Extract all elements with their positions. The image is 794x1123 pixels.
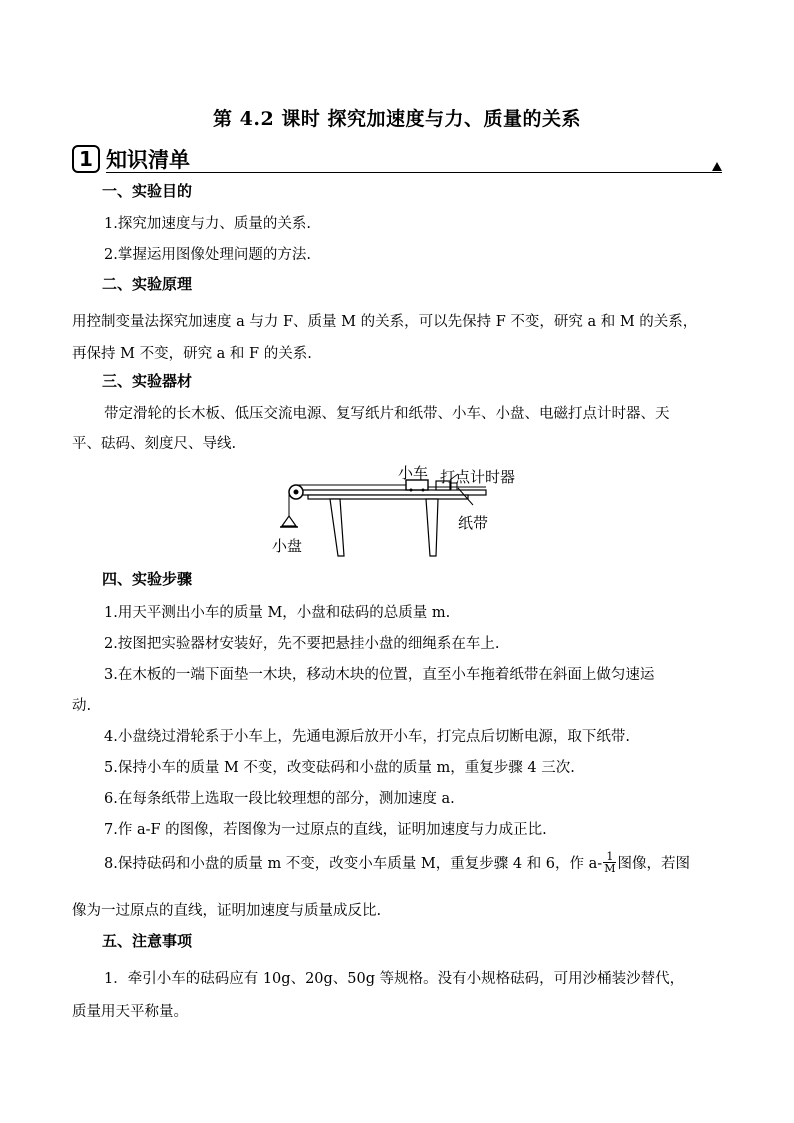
note-line: 1．牵引小车的砝码应有 10g、20g、50g 等规格。没有小规格砝码，可用沙桶装沙替代， xyxy=(104,971,685,987)
note-line: 质量用天平称量。 xyxy=(72,1004,188,1020)
banner-rule xyxy=(106,172,722,173)
tape-label: 纸带 xyxy=(458,514,489,532)
step-line: 像为一过原点的直线，证明加速度与质量成反比. xyxy=(72,903,382,919)
section-heading-principle: 二、实验原理 xyxy=(102,275,193,293)
equipment-line: 带定滑轮的长木板、低压交流电源、复写纸片和纸带、小车、小盘、电磁打点计时器、天 xyxy=(104,406,670,422)
fraction-numerator: 1 xyxy=(603,851,616,863)
long-board xyxy=(290,490,486,495)
step-line: 2.按图把实验器材安装好，先不要把悬挂小盘的细绳系在车上. xyxy=(104,636,500,652)
step-line: 动. xyxy=(72,698,92,714)
step-line: 4.小盘绕过滑轮系于小车上，先通电源后放开小车，打完点后切断电源，取下纸带. xyxy=(104,729,630,745)
step-line-8 xyxy=(104,849,690,876)
timer-label: 打点计时器 xyxy=(440,468,516,486)
table-leg xyxy=(330,499,344,556)
table-leg xyxy=(426,499,438,556)
apparatus-diagram xyxy=(268,460,538,560)
section-heading-notes: 五、注意事项 xyxy=(102,932,193,950)
pulley-axle xyxy=(294,490,299,495)
section-heading-purpose: 一、实验目的 xyxy=(102,182,193,200)
step-line: 7.作 a-F 的图像，若图像为一过原点的直线，证明加速度与力成正比. xyxy=(104,822,547,838)
table-top xyxy=(308,495,468,499)
page-title: 第 4.2 课时 探究加速度与力、质量的关系 xyxy=(213,108,581,130)
principle-line: 再保持 M 不变，研究 a 和 F 的关系. xyxy=(72,346,312,362)
section-heading-steps: 四、实验步骤 xyxy=(102,570,193,588)
step-line: 3.在木板的一端下面垫一木块，移动木块的位置，直至小车拖着纸带在斜面上做匀速运 xyxy=(104,667,655,683)
equipment-line: 平、砝码、刻度尺、导线. xyxy=(72,436,237,452)
cart-label: 小车 xyxy=(398,464,429,482)
step-line: 6.在每条纸带上选取一段比较理想的部分，测加速度 a. xyxy=(104,791,455,807)
step8-text-after: 图像，若图 xyxy=(617,856,690,872)
purpose-line: 1.探究加速度与力、质量的关系. xyxy=(104,216,311,232)
section-banner xyxy=(72,144,722,176)
banner-number: 1 xyxy=(72,145,100,173)
purpose-line: 2.掌握运用图像处理问题的方法. xyxy=(104,247,311,263)
fraction-denominator: M xyxy=(604,861,616,875)
triangle-marker-icon xyxy=(712,162,722,171)
fraction-one-over-m xyxy=(603,851,616,874)
section-heading-equipment: 三、实验器材 xyxy=(102,372,193,390)
step8-text: 8.保持砝码和小盘的质量 m 不变，改变小车质量 M，重复步骤 4 和 6，作 a- xyxy=(104,856,603,872)
banner-title: 知识清单 xyxy=(106,148,190,172)
step-line: 5.保持小车的质量 M 不变，改变砝码和小盘的质量 m，重复步骤 4 三次. xyxy=(104,760,575,776)
principle-line: 用控制变量法探究加速度 a 与力 F、质量 M 的关系，可以先保持 F 不变，研究 a 和 M 的关系， xyxy=(72,314,698,330)
pan-label: 小盘 xyxy=(272,537,303,555)
step-line: 1.用天平测出小车的质量 M，小盘和砝码的总质量 m. xyxy=(104,605,451,621)
pan-icon xyxy=(282,516,296,526)
